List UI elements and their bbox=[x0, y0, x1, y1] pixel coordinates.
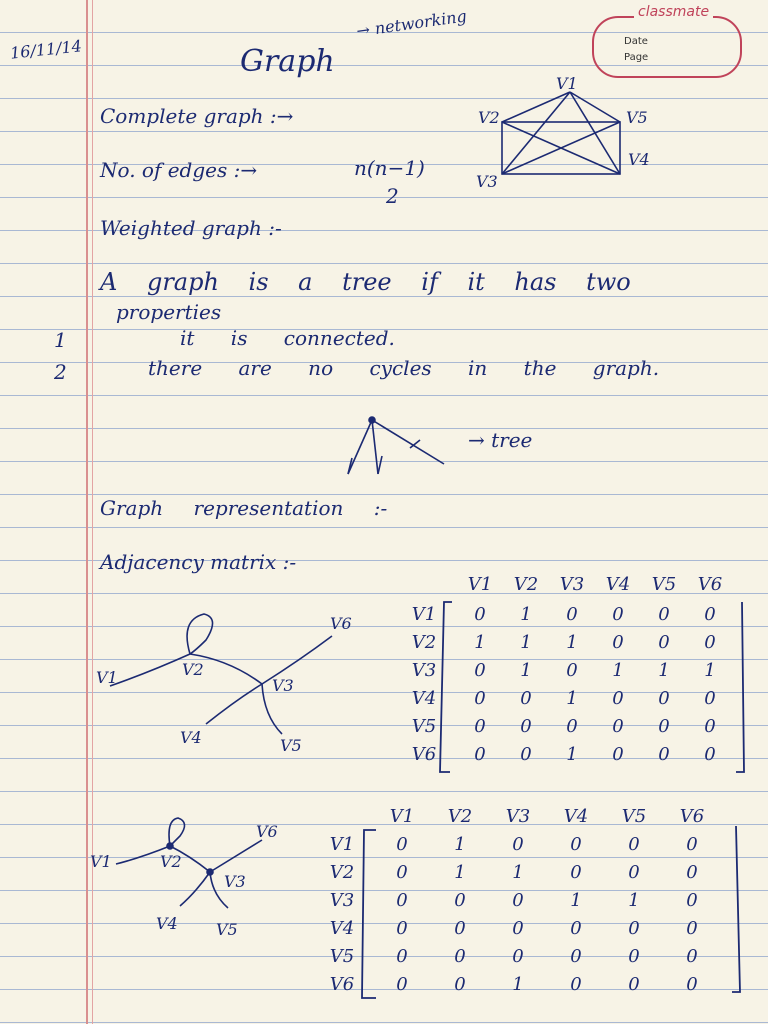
complete-graph-vertex-label: V1 bbox=[556, 74, 578, 93]
matrix-cell: 0 bbox=[570, 974, 582, 995]
graph2-vertex-label: V2 bbox=[160, 852, 182, 871]
graph1-vertex-label: V4 bbox=[180, 728, 202, 747]
matrix-column-header: V4 bbox=[563, 806, 589, 827]
complete-graph-heading: Complete graph :→ bbox=[100, 104, 294, 128]
matrix-cell: 0 bbox=[512, 890, 524, 911]
tree-definition-line2: properties bbox=[116, 300, 222, 324]
date-label: Date bbox=[624, 36, 648, 47]
matrix-cell: 0 bbox=[612, 604, 624, 625]
matrix-cell: 0 bbox=[628, 834, 640, 855]
matrix-cell: 0 bbox=[474, 716, 486, 737]
matrix-cell: 1 bbox=[566, 688, 578, 709]
matrix-cell: 0 bbox=[704, 632, 716, 653]
complete-graph-drawing bbox=[502, 92, 620, 174]
matrix-cell: 1 bbox=[454, 862, 466, 883]
matrix-cell: 1 bbox=[566, 632, 578, 653]
matrix-cell: 0 bbox=[454, 918, 466, 939]
matrix-cell: 0 bbox=[612, 716, 624, 737]
matrix-cell: 0 bbox=[520, 716, 532, 737]
matrix-cell: 1 bbox=[658, 660, 670, 681]
matrix-cell: 0 bbox=[704, 688, 716, 709]
edges-formula-denominator: 2 bbox=[386, 184, 399, 208]
matrix-cell: 1 bbox=[628, 890, 640, 911]
matrix-cell: 1 bbox=[512, 862, 524, 883]
matrix-cell: 0 bbox=[474, 604, 486, 625]
matrix-row-header: V4 bbox=[329, 918, 355, 939]
matrix-cell: 0 bbox=[658, 632, 670, 653]
matrix-cell: 0 bbox=[658, 744, 670, 765]
matrix-row-header: V5 bbox=[329, 946, 355, 967]
matrix-cell: 0 bbox=[566, 716, 578, 737]
graph2-vertex-label: V4 bbox=[156, 914, 178, 933]
graph1-vertex-label: V2 bbox=[182, 660, 204, 679]
complete-graph-vertex-label: V4 bbox=[628, 150, 650, 169]
property-1-number: 1 bbox=[54, 328, 67, 352]
matrix-cell: 1 bbox=[520, 632, 532, 653]
matrix-cell: 0 bbox=[396, 890, 408, 911]
graph1-vertex-label: V6 bbox=[330, 614, 352, 633]
matrix-cell: 0 bbox=[570, 946, 582, 967]
matrix-cell: 0 bbox=[474, 660, 486, 681]
matrix-cell: 0 bbox=[566, 604, 578, 625]
matrix-row-header: V3 bbox=[411, 660, 437, 681]
matrix-row-header: V6 bbox=[329, 974, 355, 995]
graph2-vertex-label: V1 bbox=[90, 852, 112, 871]
graph1-vertex-label: V1 bbox=[96, 668, 118, 687]
matrix-column-header: V4 bbox=[605, 574, 631, 595]
matrix-cell: 0 bbox=[512, 918, 524, 939]
matrix-row-header: V1 bbox=[329, 834, 355, 855]
title-note: → networking bbox=[355, 6, 468, 41]
matrix-cell: 0 bbox=[570, 918, 582, 939]
matrix-cell: 0 bbox=[474, 688, 486, 709]
matrix-cell: 0 bbox=[628, 862, 640, 883]
matrix-cell: 1 bbox=[612, 660, 624, 681]
complete-graph-vertex-label: V3 bbox=[476, 172, 498, 191]
property-1-text: it is connected. bbox=[180, 326, 395, 350]
matrix-cell: 1 bbox=[566, 744, 578, 765]
graph2-vertex-label: V5 bbox=[216, 920, 238, 939]
matrix-cell: 0 bbox=[396, 974, 408, 995]
complete-graph-vertex-label: V5 bbox=[626, 108, 648, 127]
tree-definition-line1: A graph is a tree if it has two bbox=[100, 268, 631, 296]
matrix-cell: 0 bbox=[704, 716, 716, 737]
matrix-cell: 0 bbox=[454, 946, 466, 967]
matrix-row-header: V4 bbox=[411, 688, 437, 709]
matrix-cell: 0 bbox=[612, 632, 624, 653]
matrix-cell: 0 bbox=[474, 744, 486, 765]
property-2-text: there are no cycles in the graph. bbox=[148, 356, 660, 380]
graph1-drawing bbox=[110, 614, 332, 734]
matrix-row-header: V2 bbox=[329, 862, 355, 883]
matrix-row-header: V2 bbox=[411, 632, 437, 653]
matrix-row-header: V5 bbox=[411, 716, 437, 737]
complete-graph-vertex-label: V2 bbox=[478, 108, 500, 127]
matrix-cell: 0 bbox=[612, 744, 624, 765]
edges-formula-numerator: n(n−1) bbox=[354, 156, 425, 180]
matrix-cell: 0 bbox=[628, 974, 640, 995]
matrix-cell: 0 bbox=[570, 862, 582, 883]
matrix-column-header: V6 bbox=[697, 574, 723, 595]
matrix-cell: 0 bbox=[396, 834, 408, 855]
tree-label: → tree bbox=[468, 428, 533, 452]
tree-drawing bbox=[348, 417, 444, 474]
matrix-cell: 1 bbox=[474, 632, 486, 653]
representation-heading: Graph representation :- bbox=[100, 496, 388, 520]
matrix-cell: 0 bbox=[612, 688, 624, 709]
matrix-cell: 0 bbox=[520, 688, 532, 709]
matrix-cell: 0 bbox=[686, 834, 698, 855]
matrix-column-header: V2 bbox=[513, 574, 539, 595]
matrix-row-header: V6 bbox=[411, 744, 437, 765]
matrix-cell: 0 bbox=[686, 974, 698, 995]
property-2-number: 2 bbox=[54, 360, 67, 384]
matrix-column-header: V1 bbox=[467, 574, 493, 595]
matrix-cell: 1 bbox=[512, 974, 524, 995]
graph2-vertex-label: V6 bbox=[256, 822, 278, 841]
matrix-cell: 0 bbox=[658, 688, 670, 709]
matrix-cell: 0 bbox=[628, 918, 640, 939]
matrix-column-header: V2 bbox=[447, 806, 473, 827]
page-title: Graph bbox=[240, 44, 335, 79]
matrix-row-header: V1 bbox=[411, 604, 437, 625]
matrix-cell: 0 bbox=[512, 834, 524, 855]
matrix-cell: 0 bbox=[704, 744, 716, 765]
matrix-column-header: V3 bbox=[505, 806, 531, 827]
matrix-cell: 0 bbox=[396, 918, 408, 939]
matrix-cell: 0 bbox=[512, 946, 524, 967]
brand-name: classmate bbox=[634, 4, 713, 20]
matrix-cell: 1 bbox=[520, 604, 532, 625]
matrix-column-header: V6 bbox=[679, 806, 705, 827]
graph2-drawing bbox=[116, 818, 262, 908]
date-text: 16/11/14 bbox=[9, 36, 83, 63]
matrix-column-header: V3 bbox=[559, 574, 585, 595]
matrix-cell: 0 bbox=[520, 744, 532, 765]
weighted-graph-heading: Weighted graph :- bbox=[100, 216, 282, 240]
matrix-cell: 0 bbox=[704, 604, 716, 625]
matrix-row-header: V3 bbox=[329, 890, 355, 911]
matrix-cell: 0 bbox=[686, 946, 698, 967]
matrix-column-header: V5 bbox=[621, 806, 647, 827]
page-label: Page bbox=[624, 52, 649, 63]
matrix-cell: 0 bbox=[686, 862, 698, 883]
matrix-cell: 0 bbox=[454, 974, 466, 995]
matrix-cell: 0 bbox=[658, 716, 670, 737]
matrix-cell: 0 bbox=[454, 890, 466, 911]
matrix-column-header: V5 bbox=[651, 574, 677, 595]
matrix-cell: 0 bbox=[686, 918, 698, 939]
matrix-cell: 0 bbox=[658, 604, 670, 625]
adjacency-heading: Adjacency matrix :- bbox=[100, 550, 297, 574]
graph1-vertex-label: V5 bbox=[280, 736, 302, 755]
edges-label: No. of edges :→ bbox=[100, 158, 258, 182]
matrix-cell: 1 bbox=[570, 890, 582, 911]
graph2-vertex-label: V3 bbox=[224, 872, 246, 891]
graph1-vertex-label: V3 bbox=[272, 676, 294, 695]
matrix-cell: 0 bbox=[686, 890, 698, 911]
matrix-cell: 0 bbox=[566, 660, 578, 681]
matrix-cell: 1 bbox=[454, 834, 466, 855]
matrix-cell: 0 bbox=[570, 834, 582, 855]
matrix-cell: 1 bbox=[520, 660, 532, 681]
matrix-column-header: V1 bbox=[389, 806, 415, 827]
matrix-cell: 0 bbox=[396, 946, 408, 967]
matrix-cell: 1 bbox=[704, 660, 716, 681]
matrix-cell: 0 bbox=[628, 946, 640, 967]
matrix-cell: 0 bbox=[396, 862, 408, 883]
